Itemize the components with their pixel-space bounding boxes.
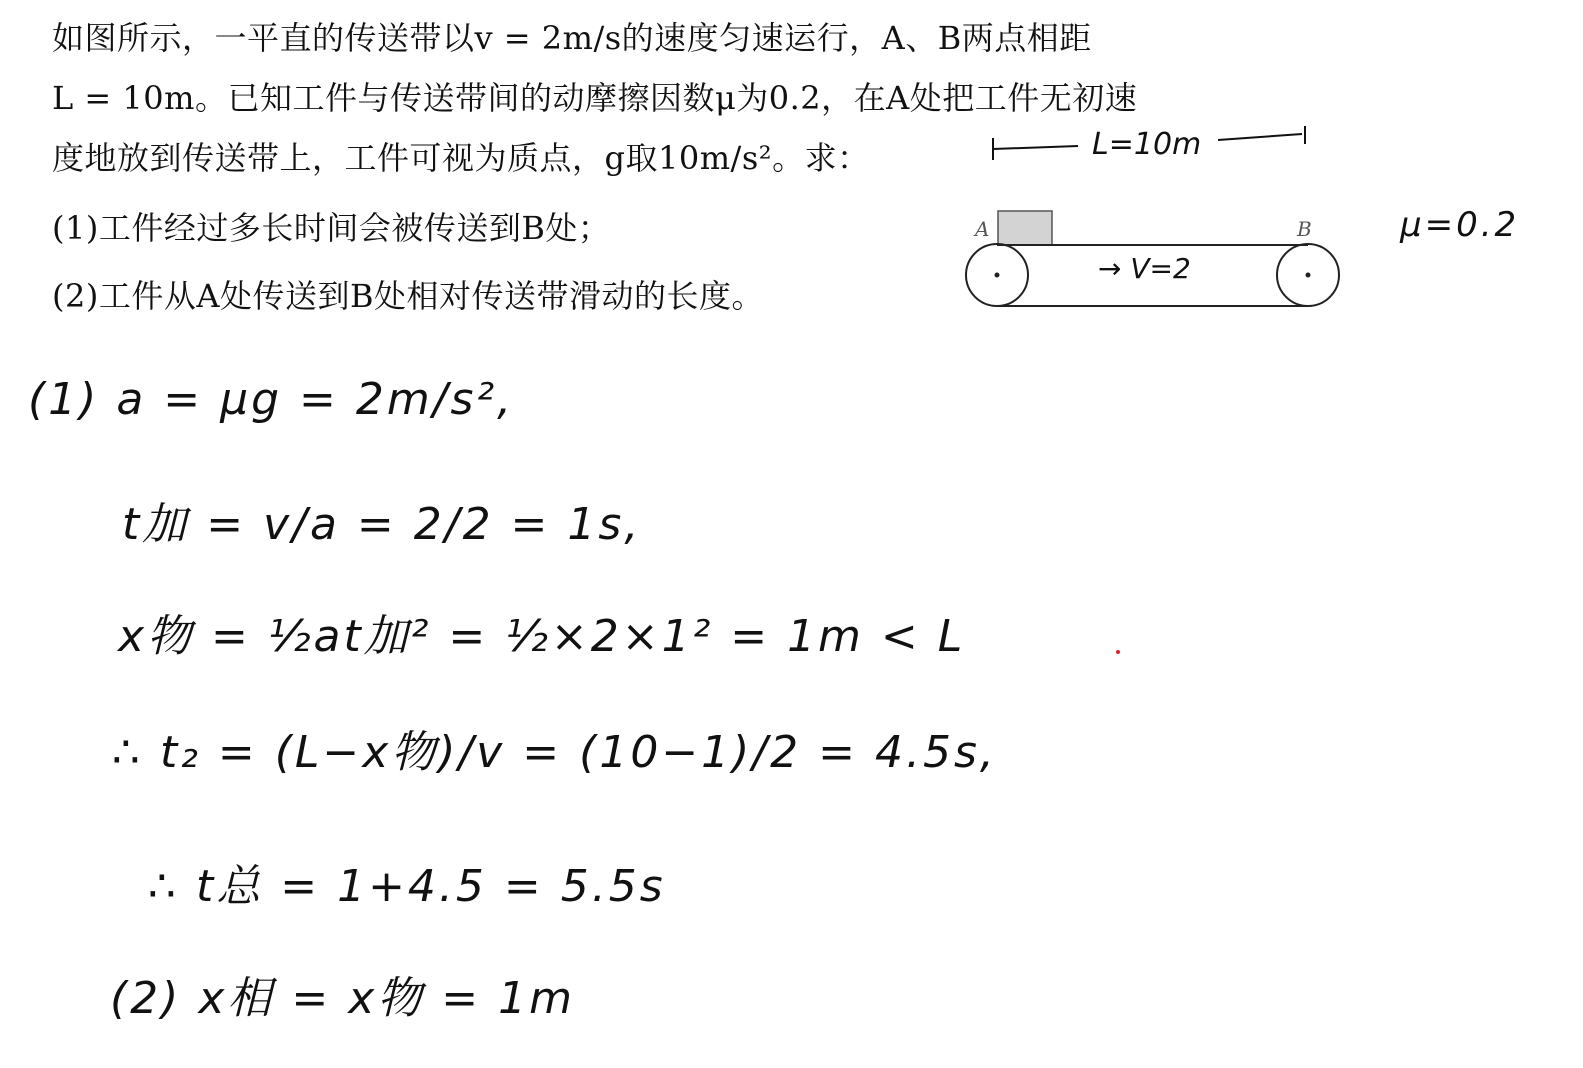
- length-line-left: [993, 146, 1078, 149]
- solution-line-6: (2) x相 = x物 = 1m: [110, 973, 575, 1024]
- problem-line-5: (2)工件从A处传送到B处相对传送带滑动的长度。: [52, 277, 764, 315]
- mu-note: μ=0.2: [1400, 205, 1520, 245]
- length-line-right: [1218, 134, 1302, 140]
- label-a: A: [975, 217, 990, 241]
- workpiece-block: [998, 211, 1052, 245]
- problem-line-4: (1)工件经过多长时间会被传送到B处；: [52, 209, 611, 247]
- solution-line-2: t加 = v/a = 2/2 = 1s,: [122, 499, 642, 550]
- right-pulley-axle: [1306, 273, 1311, 278]
- solution-line-4: ∴ t₂ = (L−x物)/v = (10−1)/2 = 4.5s,: [112, 727, 997, 778]
- solution-line-3: x物 = ½at加² = ½×2×1² = 1m < L: [118, 611, 966, 662]
- length-note: L=10m: [1092, 127, 1202, 162]
- label-b: B: [1297, 217, 1312, 241]
- solution-line-1: (1) a = μg = 2m/s²,: [28, 374, 515, 425]
- problem-line-3: 度地放到传送带上，工件可视为质点，g取10m/s²。求：: [52, 139, 870, 177]
- left-pulley-axle: [995, 273, 1000, 278]
- problem-line-1: 如图所示，一平直的传送带以v = 2m/s的速度匀速运行，A、B两点相距: [52, 19, 1092, 57]
- velocity-note: → V=2: [1098, 252, 1191, 285]
- red-dot-mark: [1116, 650, 1120, 654]
- problem-line-2: L = 10m。已知工件与传送带间的动摩擦因数μ为0.2，在A处把工件无初速: [52, 79, 1138, 117]
- solution-line-5: ∴ t总 = 1+4.5 = 5.5s: [148, 861, 666, 912]
